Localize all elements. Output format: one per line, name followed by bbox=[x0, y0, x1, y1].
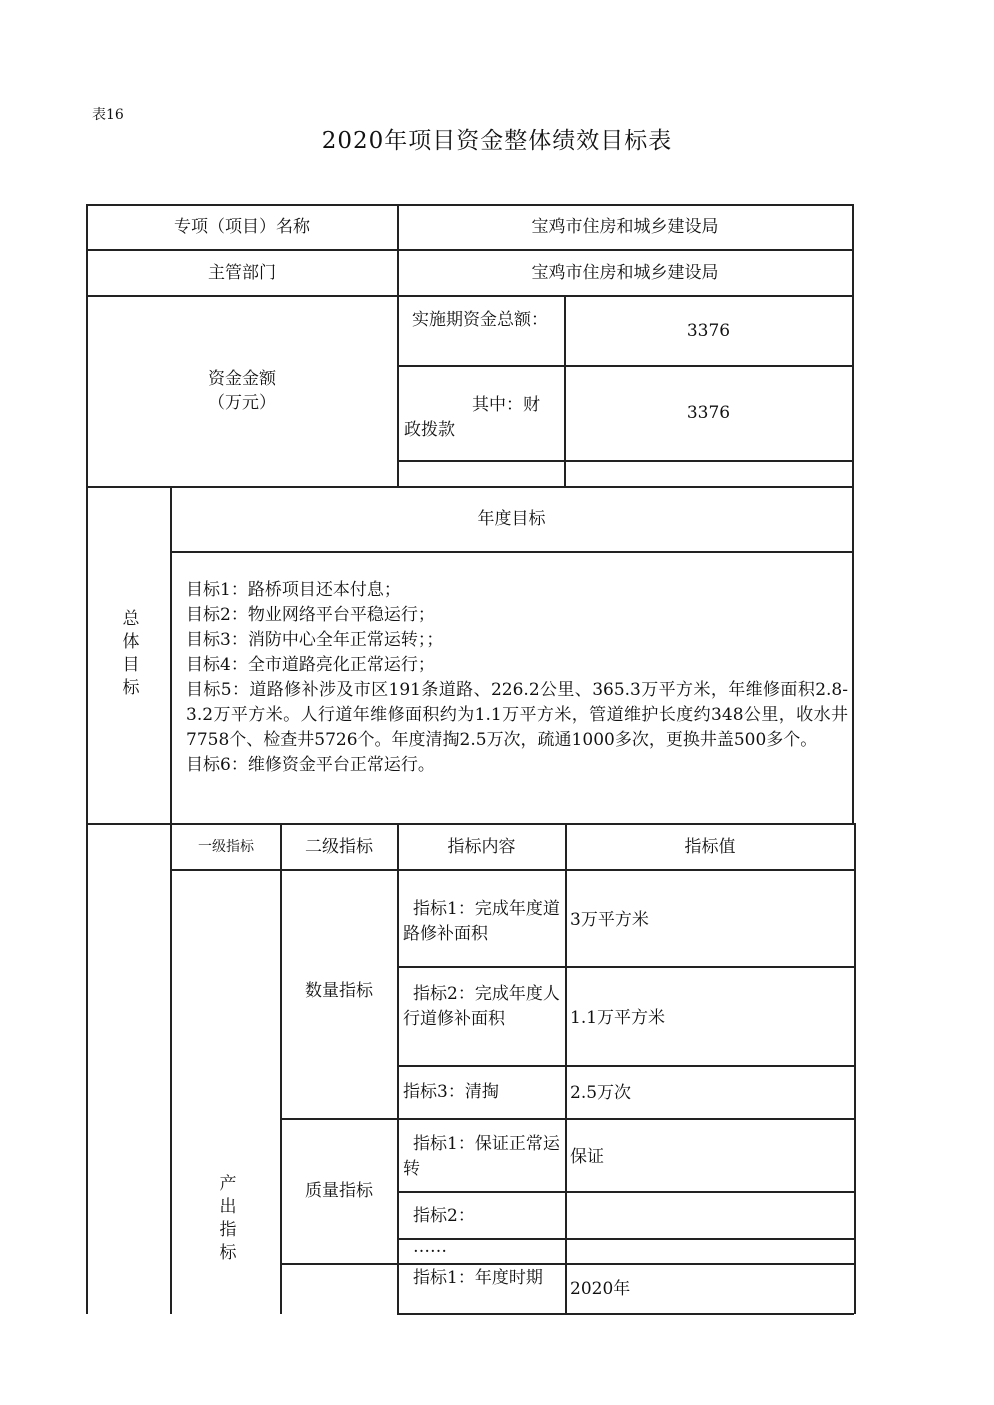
goal-item-3: 目标3：消防中心全年正常运转；； bbox=[186, 630, 444, 650]
indicator-row-6-content: …… bbox=[413, 1237, 447, 1257]
indicator-row-5-content: 指标2： bbox=[413, 1206, 475, 1226]
indicator-row-7-content: 指标1：年度时期 bbox=[413, 1268, 543, 1288]
header-value: 指标值 bbox=[684, 836, 736, 857]
funds-label-block bbox=[87, 296, 397, 486]
project-name-value: 宝鸡市住房和城乡建设局 bbox=[531, 217, 719, 237]
indicator-row-1-value: 3万平方米 bbox=[570, 910, 649, 930]
header-content: 指标内容 bbox=[447, 836, 516, 857]
indicator-row-2-value: 1.1万平方米 bbox=[570, 1008, 666, 1028]
level1-output-text: 产出指标 bbox=[215, 1174, 236, 1266]
goal-item-2: 目标2：物业网络平台平稳运行； bbox=[186, 605, 435, 625]
funds-fiscal-value: 3376 bbox=[686, 403, 731, 423]
goals-list bbox=[186, 578, 848, 778]
indicator-row-3-value: 2.5万次 bbox=[570, 1083, 632, 1103]
goal-item-4: 目标4：全市道路亮化正常运行； bbox=[186, 655, 435, 675]
goal-item-5: 目标5：道路修补涉及市区191条道路、226.2公里、365.3万平方米，年维修面积2.8-3.2万平方米。人行道年维修面积约为1.1万平方米，管道维护长度约348公里，收水井7758个、检查井5726个。年度清掏2.5万次，疏通1000多次，更换井盖500多个。 bbox=[186, 680, 848, 750]
level1-output bbox=[171, 1150, 280, 1290]
page-title: 2020年项目资金整体绩效目标表 bbox=[321, 128, 673, 154]
header-level2: 二级指标 bbox=[305, 836, 373, 857]
funds-fiscal-label: 其中：财政拨款 bbox=[404, 395, 540, 440]
dept-label: 主管部门 bbox=[208, 262, 276, 283]
goals-section-text: 总体目标 bbox=[118, 609, 139, 701]
goal-item-1: 目标1：路桥项目还本付息； bbox=[186, 580, 401, 600]
form-label: 表16 bbox=[92, 107, 124, 123]
funds-total-value: 3376 bbox=[686, 320, 731, 341]
indicator-row-3-content: 指标3：清掏 bbox=[403, 1082, 499, 1102]
quality-indicator-label: 质量指标 bbox=[305, 1181, 373, 1201]
indicator-row-1-content: 指标1：完成年度道路修补面积 bbox=[403, 899, 560, 944]
quantity-indicator-label bbox=[281, 870, 397, 1118]
dept-value: 宝鸡市住房和城乡建设局 bbox=[531, 262, 719, 283]
header-level1: 一级指标 bbox=[198, 838, 254, 855]
quantity-indicator-text: 数量指标 bbox=[305, 981, 373, 1001]
indicator-row-2-content: 指标2：完成年度人行道修补面积 bbox=[403, 984, 560, 1029]
goal-item-6: 目标6：维修资金平台正常运行。 bbox=[186, 755, 435, 775]
indicator-row-4-content: 指标1：保证正常运转 bbox=[403, 1134, 560, 1179]
funds-total-label: 实施期资金总额： bbox=[412, 310, 548, 330]
funds-unit: （万元） bbox=[208, 393, 276, 413]
project-name-label: 专项（项目）名称 bbox=[174, 217, 310, 237]
goals-section-label bbox=[87, 487, 170, 823]
funds-label: 资金金额 bbox=[208, 369, 276, 389]
indicator-row-7-value: 2020年 bbox=[570, 1279, 631, 1299]
annual-goal-label: 年度目标 bbox=[477, 509, 546, 529]
indicator-row-4-value: 保证 bbox=[570, 1147, 604, 1167]
